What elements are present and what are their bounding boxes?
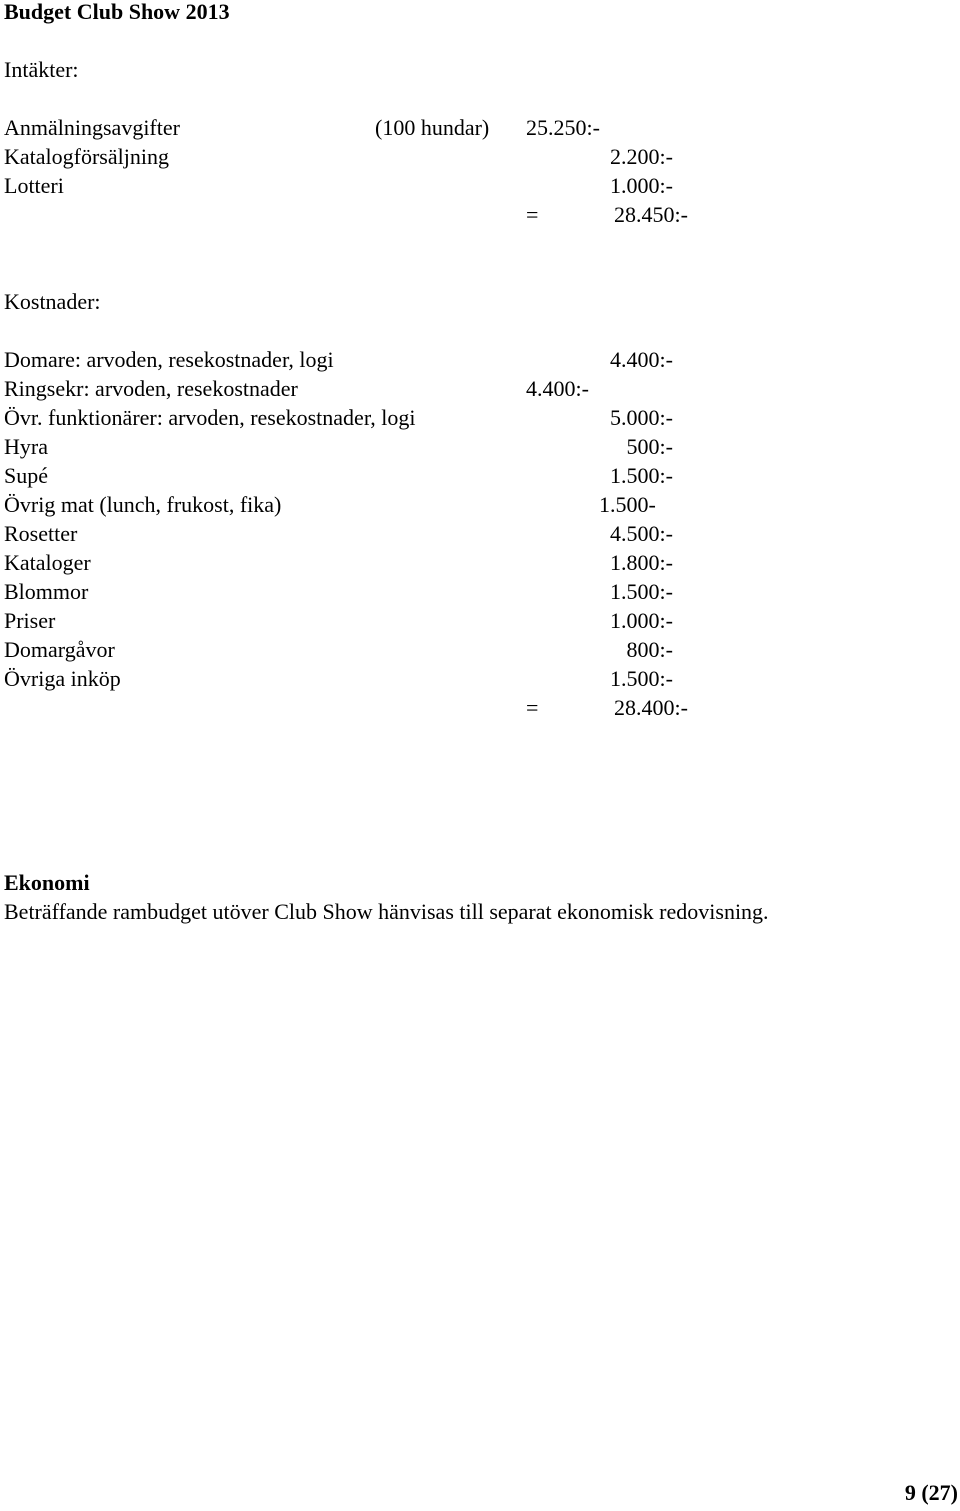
income-item-label: Lotteri <box>4 173 64 198</box>
economy-text: Beträffande rambudget utöver Club Show hänvisas till separat ekonomisk redovisning. <box>4 899 769 924</box>
cost-item-amount: 1.500:- <box>610 579 673 604</box>
costs-heading: Kostnader: <box>4 289 101 314</box>
income-total: 28.450:- <box>614 202 688 227</box>
page-title: Budget Club Show 2013 <box>4 0 230 24</box>
cost-item-amount: 1.500- <box>599 492 656 517</box>
cost-item-amount: 500:- <box>626 434 673 459</box>
cost-item-amount: 4.400:- <box>526 376 589 401</box>
income-heading: Intäkter: <box>4 57 79 82</box>
cost-item-label: Rosetter <box>4 521 78 546</box>
income-item-label: Katalogförsäljning <box>4 144 169 169</box>
income-total-sign: = <box>526 202 539 227</box>
cost-item-label: Ringsekr: arvoden, resekostnader <box>4 376 298 401</box>
cost-item-label: Domargåvor <box>4 637 115 662</box>
costs-total: 28.400:- <box>614 695 688 720</box>
cost-item-amount: 1.500:- <box>610 666 673 691</box>
cost-item-label: Kataloger <box>4 550 91 575</box>
cost-item-amount: 1.000:- <box>610 608 673 633</box>
cost-item-label: Priser <box>4 608 56 633</box>
cost-item-label: Hyra <box>4 434 48 459</box>
income-item-amount: 2.200:- <box>610 144 673 169</box>
costs-total-sign: = <box>526 695 539 720</box>
cost-item-amount: 4.400:- <box>610 347 673 372</box>
cost-item-label: Övr. funktionärer: arvoden, resekostnader, logi <box>4 405 416 430</box>
cost-item-label: Supé <box>4 463 48 488</box>
income-item-amount: 1.000:- <box>610 173 673 198</box>
cost-item-amount: 5.000:- <box>610 405 673 430</box>
income-item-amount: 25.250:- <box>526 115 600 140</box>
cost-item-amount: 800:- <box>626 637 673 662</box>
income-item-label: Anmälningsavgifter <box>4 115 180 140</box>
economy-heading: Ekonomi <box>4 870 90 895</box>
cost-item-amount: 1.800:- <box>610 550 673 575</box>
cost-item-amount: 4.500:- <box>610 521 673 546</box>
income-item-note: (100 hundar) <box>375 115 490 140</box>
page-number: 9 (27) <box>904 1480 958 1505</box>
cost-item-label: Övrig mat (lunch, frukost, fika) <box>4 492 282 517</box>
cost-item-label: Domare: arvoden, resekostnader, logi <box>4 347 334 372</box>
cost-item-label: Övriga inköp <box>4 666 121 691</box>
cost-item-label: Blommor <box>4 579 89 604</box>
cost-item-amount: 1.500:- <box>610 463 673 488</box>
